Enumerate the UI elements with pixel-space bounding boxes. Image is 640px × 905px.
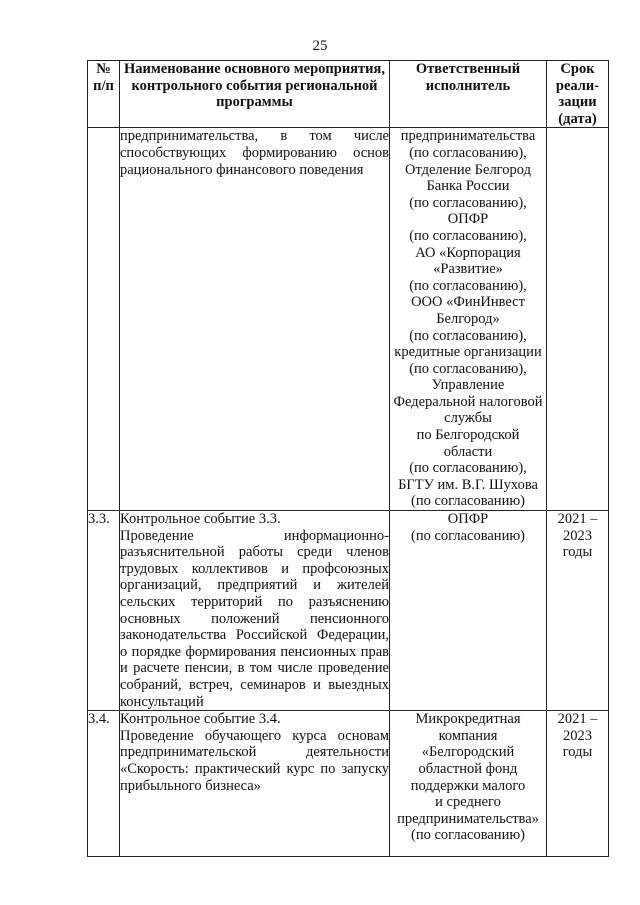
header-name-line: контрольного события региональной xyxy=(131,77,378,94)
cell-line: Микрокредитная xyxy=(415,711,521,728)
cell-line: «Скорость: практический курс по запуску xyxy=(120,760,389,777)
cell-line: (по согласованию), xyxy=(409,227,527,244)
cell-line: Управление xyxy=(431,377,505,394)
cell-line: (по согласованию) xyxy=(411,527,525,544)
cell-line: разъяснительной работы среди членов xyxy=(120,544,389,561)
cell-line: (по согласованию) xyxy=(411,827,525,844)
table-header-row xyxy=(88,61,609,128)
cell-line: области xyxy=(443,443,493,460)
row-executor xyxy=(390,711,547,857)
cell-line: 2021 – xyxy=(557,711,598,728)
page-number: 25 xyxy=(312,38,328,54)
cell-line: «Развитие» xyxy=(433,261,503,278)
cell-line: способствующих формированию основ xyxy=(120,144,389,161)
table-row xyxy=(88,711,609,857)
cell-line: Контрольное событие 3.4. xyxy=(120,711,281,728)
row-executor xyxy=(390,128,547,511)
table-row xyxy=(88,128,609,511)
header-executor-line: исполнитель xyxy=(425,77,511,94)
cell-line: 2023 xyxy=(563,727,592,744)
cell-line: основных положений пенсионного xyxy=(120,610,389,627)
header-num-line: № xyxy=(96,61,111,77)
header-name xyxy=(120,61,390,128)
cell-line: по Белгородской xyxy=(416,427,520,444)
cell-line: 2023 xyxy=(563,527,592,544)
row-number: 3.4. xyxy=(88,711,120,857)
cell-line: рационального финансового поведения xyxy=(120,161,364,178)
row-name xyxy=(120,511,390,711)
table-row xyxy=(88,511,609,711)
cell-line: Федеральной налоговой xyxy=(393,393,543,410)
header-date-line: (дата) xyxy=(558,110,597,127)
cell-line: Отделение Белгород xyxy=(405,161,531,178)
cell-line: ОПФР xyxy=(447,511,489,528)
cell-line: годы xyxy=(562,544,593,561)
cell-line: (по согласованию), xyxy=(409,194,527,211)
cell-line: организаций, предприятий и жителей xyxy=(120,577,389,594)
cell-line: предпринимательства» xyxy=(397,810,539,827)
cell-line: предпринимательства xyxy=(400,128,536,145)
row-executor xyxy=(390,511,547,711)
cell-line: БГТУ им. В.Г. Шухова xyxy=(398,476,538,493)
header-date-line: Срок xyxy=(560,61,595,77)
cell-line: законодательства Российской Федерации, xyxy=(120,627,389,644)
row-number: 3.3. xyxy=(88,511,120,711)
cell-line: и среднего xyxy=(435,794,501,811)
cell-line: консультаций xyxy=(120,693,204,710)
header-date-line: зации xyxy=(558,94,597,111)
header-date xyxy=(547,61,609,128)
row-number xyxy=(88,128,120,511)
cell-line: и расчете пенсии, в том числе проведение xyxy=(120,660,389,677)
cell-line: «Белгородский xyxy=(421,744,515,761)
row-name xyxy=(120,128,390,511)
cell-line: (по согласованию), xyxy=(409,277,527,294)
cell-line: компания xyxy=(438,727,498,744)
cell-line: (по согласованию), xyxy=(409,144,527,161)
cell-line: (по согласованию), xyxy=(409,360,527,377)
cell-line: Банка России xyxy=(426,178,510,195)
row-date xyxy=(547,128,609,511)
header-date-line: реали- xyxy=(555,77,600,94)
cell-line: Проведение обучающего курса основам xyxy=(120,727,389,744)
cell-line: АО «Корпорация xyxy=(415,244,521,261)
program-table xyxy=(87,60,609,857)
header-executor-line: Ответственный xyxy=(415,61,521,77)
row-date xyxy=(547,511,609,711)
header-num xyxy=(88,61,120,128)
header-name-line: Наименование основного мероприятия, xyxy=(124,61,385,77)
cell-line: поддержки малого xyxy=(410,777,526,794)
header-num-line: п/п xyxy=(93,77,114,94)
cell-line: областной фонд xyxy=(418,760,518,777)
cell-line: Контрольное событие 3.3. xyxy=(120,511,281,528)
cell-line: (по согласованию), xyxy=(409,327,527,344)
row-date xyxy=(547,711,609,857)
cell-line: ОПФР xyxy=(447,211,489,228)
cell-line: предпринимательства, в том числе xyxy=(120,128,389,145)
cell-line: 2021 – xyxy=(557,511,598,528)
header-executor xyxy=(390,61,547,128)
header-name-line: программы xyxy=(216,94,293,111)
cell-line: предпринимательской деятельности xyxy=(120,744,389,761)
cell-line: годы xyxy=(562,744,593,761)
cell-line: (по согласованию), xyxy=(409,460,527,477)
row-name xyxy=(120,711,390,857)
cell-line: прибыльного бизнеса» xyxy=(120,777,261,794)
cell-line: Проведение информационно- xyxy=(120,527,389,544)
cell-line: Белгород» xyxy=(436,310,500,327)
cell-line: ООО «ФинИнвест xyxy=(411,294,525,311)
cell-line: (по согласованию) xyxy=(411,493,525,510)
cell-line: собраний, встреч, семинаров и выездных xyxy=(120,676,389,693)
cell-line: трудовых коллективов и профсоюзных xyxy=(120,560,389,577)
cell-line: службы xyxy=(444,410,492,427)
cell-line: кредитные организации xyxy=(394,344,542,361)
cell-line: сельских территорий по разъяснению xyxy=(120,594,389,610)
cell-line: о порядке формирования пенсионных прав xyxy=(120,643,389,660)
